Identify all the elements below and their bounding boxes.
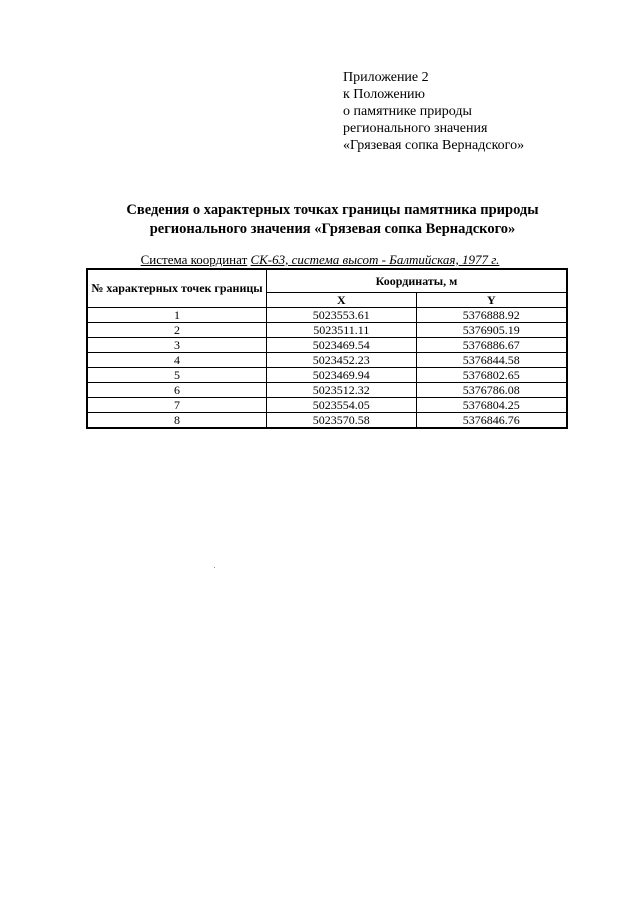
table-row [87,383,567,398]
coordinate-system-label: Система координат [140,252,248,267]
point-number-cell: 6 [87,383,267,398]
y-cell: 5376804.25 [416,398,567,413]
boundary-points-table [86,268,568,429]
table-row [87,308,567,323]
header-point-number: № характерных точек границы [87,269,267,308]
appendix-line: к Положению [343,87,426,102]
document-title [60,201,605,239]
y-cell: 5376802.65 [416,368,567,383]
table-row [87,398,567,413]
table-row [87,353,567,368]
point-number-cell: 1 [87,308,267,323]
x-cell: 5023469.94 [267,368,417,383]
y-cell: 5376905.19 [416,323,567,338]
x-cell: 5023554.05 [267,398,417,413]
appendix-line: регионального значения [343,121,488,136]
point-number-cell: 2 [87,323,267,338]
appendix-note [343,69,524,154]
y-cell: 5376886.67 [416,338,567,353]
table-row [87,323,567,338]
x-cell: 5023469.54 [267,338,417,353]
header-y: Y [416,293,567,308]
document-title-line: регионального значения «Грязевая сопка Вернадского» [149,221,516,237]
x-cell: 5023512.32 [267,383,417,398]
x-cell: 5023553.61 [267,308,417,323]
point-number-cell: 5 [87,368,267,383]
y-cell: 5376888.92 [416,308,567,323]
y-cell: 5376846.76 [416,413,567,429]
appendix-line: «Грязевая сопка Вернадского» [343,138,525,153]
y-cell: 5376844.58 [416,353,567,368]
header-x: X [267,293,417,308]
scan-speck [214,567,215,568]
point-number-cell: 8 [87,413,267,429]
document-title-line: Сведения о характерных точках границы памятника природы [126,202,539,218]
appendix-line: о памятнике природы [343,104,472,119]
x-cell: 5023452.23 [267,353,417,368]
point-number-cell: 7 [87,398,267,413]
x-cell: 5023570.58 [267,413,417,429]
point-number-cell: 4 [87,353,267,368]
point-number-cell: 3 [87,338,267,353]
y-cell: 5376786.08 [416,383,567,398]
table-row [87,413,567,429]
appendix-line: Приложение 2 [343,70,429,85]
table-row [87,368,567,383]
coordinate-system-note [0,252,640,267]
table-row [87,338,567,353]
coordinate-system-detail: СК-63, система высот - Балтийская, 1977 г. [250,252,500,267]
header-coordinates: Координаты, м [267,269,568,293]
x-cell: 5023511.11 [267,323,417,338]
